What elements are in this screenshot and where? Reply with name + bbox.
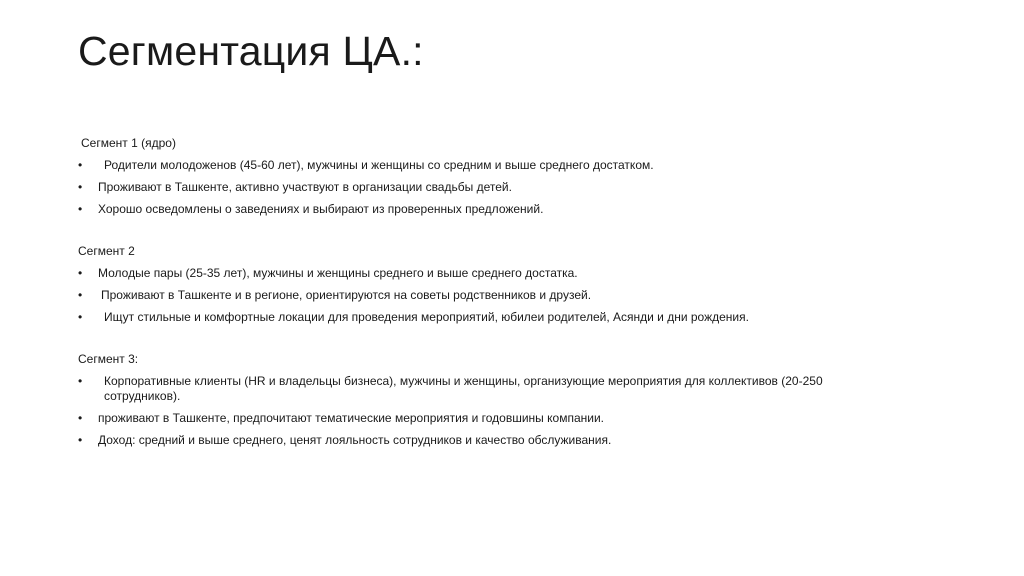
segment-title: Сегмент 2: [78, 244, 135, 258]
slide-title: Сегментация ЦА.:: [78, 28, 424, 74]
list-item: [78, 310, 898, 325]
list-item-text: Молодые пары (25-35 лет), мужчины и женщины среднего и выше среднего достатка.: [98, 266, 578, 280]
bullet-icon: •: [78, 288, 83, 302]
list-item-text: проживают в Ташкенте, предпочитают тематические мероприятия и годовшины компании.: [98, 411, 604, 425]
bullet-icon: •: [78, 374, 83, 388]
list-item-text: Доход: средний и выше среднего, ценят лояльность сотрудников и качество обслуживания.: [98, 433, 612, 447]
segment-1: [78, 136, 898, 217]
list-item: [78, 433, 898, 448]
list-item: [78, 158, 898, 173]
segment-title: Сегмент 3:: [78, 352, 139, 366]
list-item-text: Проживают в Ташкенте, активно участвуют в организации свадьбы детей.: [98, 180, 512, 194]
slide-content: [78, 136, 898, 475]
list-item-text: Корпоративные клиенты (HR и владельцы бизнеса), мужчины и женщины, организующие мероприятия для коллективов (20-250 сотрудников).: [104, 374, 823, 403]
list-item-text: Хорошо осведомлены о заведениях и выбирают из проверенных предложений.: [98, 202, 544, 216]
list-item-text: Ищут стильные и комфортные локации для проведения мероприятий, юбилеи родителей, Асянди и дни рождения.: [104, 310, 749, 324]
segment-2: [78, 244, 898, 325]
bullet-icon: •: [78, 180, 83, 194]
list-item: [78, 266, 898, 281]
bullet-icon: •: [78, 310, 83, 324]
list-item-text: Родители молодоженов (45-60 лет), мужчины и женщины со средним и выше среднего достатком.: [104, 158, 654, 172]
bullet-icon: •: [78, 433, 83, 447]
bullet-icon: •: [78, 202, 83, 216]
list-item: [78, 288, 898, 303]
list-item-text: Проживают в Ташкенте и в регионе, ориентируются на советы родственников и друзей.: [101, 288, 592, 302]
list-item: [78, 202, 898, 217]
bullet-icon: •: [78, 158, 83, 172]
segment-3: [78, 352, 898, 448]
list-item: [78, 180, 898, 195]
segment-title: Сегмент 1 (ядро): [81, 136, 176, 150]
bullet-icon: •: [78, 266, 83, 280]
list-item: [78, 411, 898, 426]
list-item: [78, 374, 898, 404]
bullet-icon: •: [78, 411, 83, 425]
